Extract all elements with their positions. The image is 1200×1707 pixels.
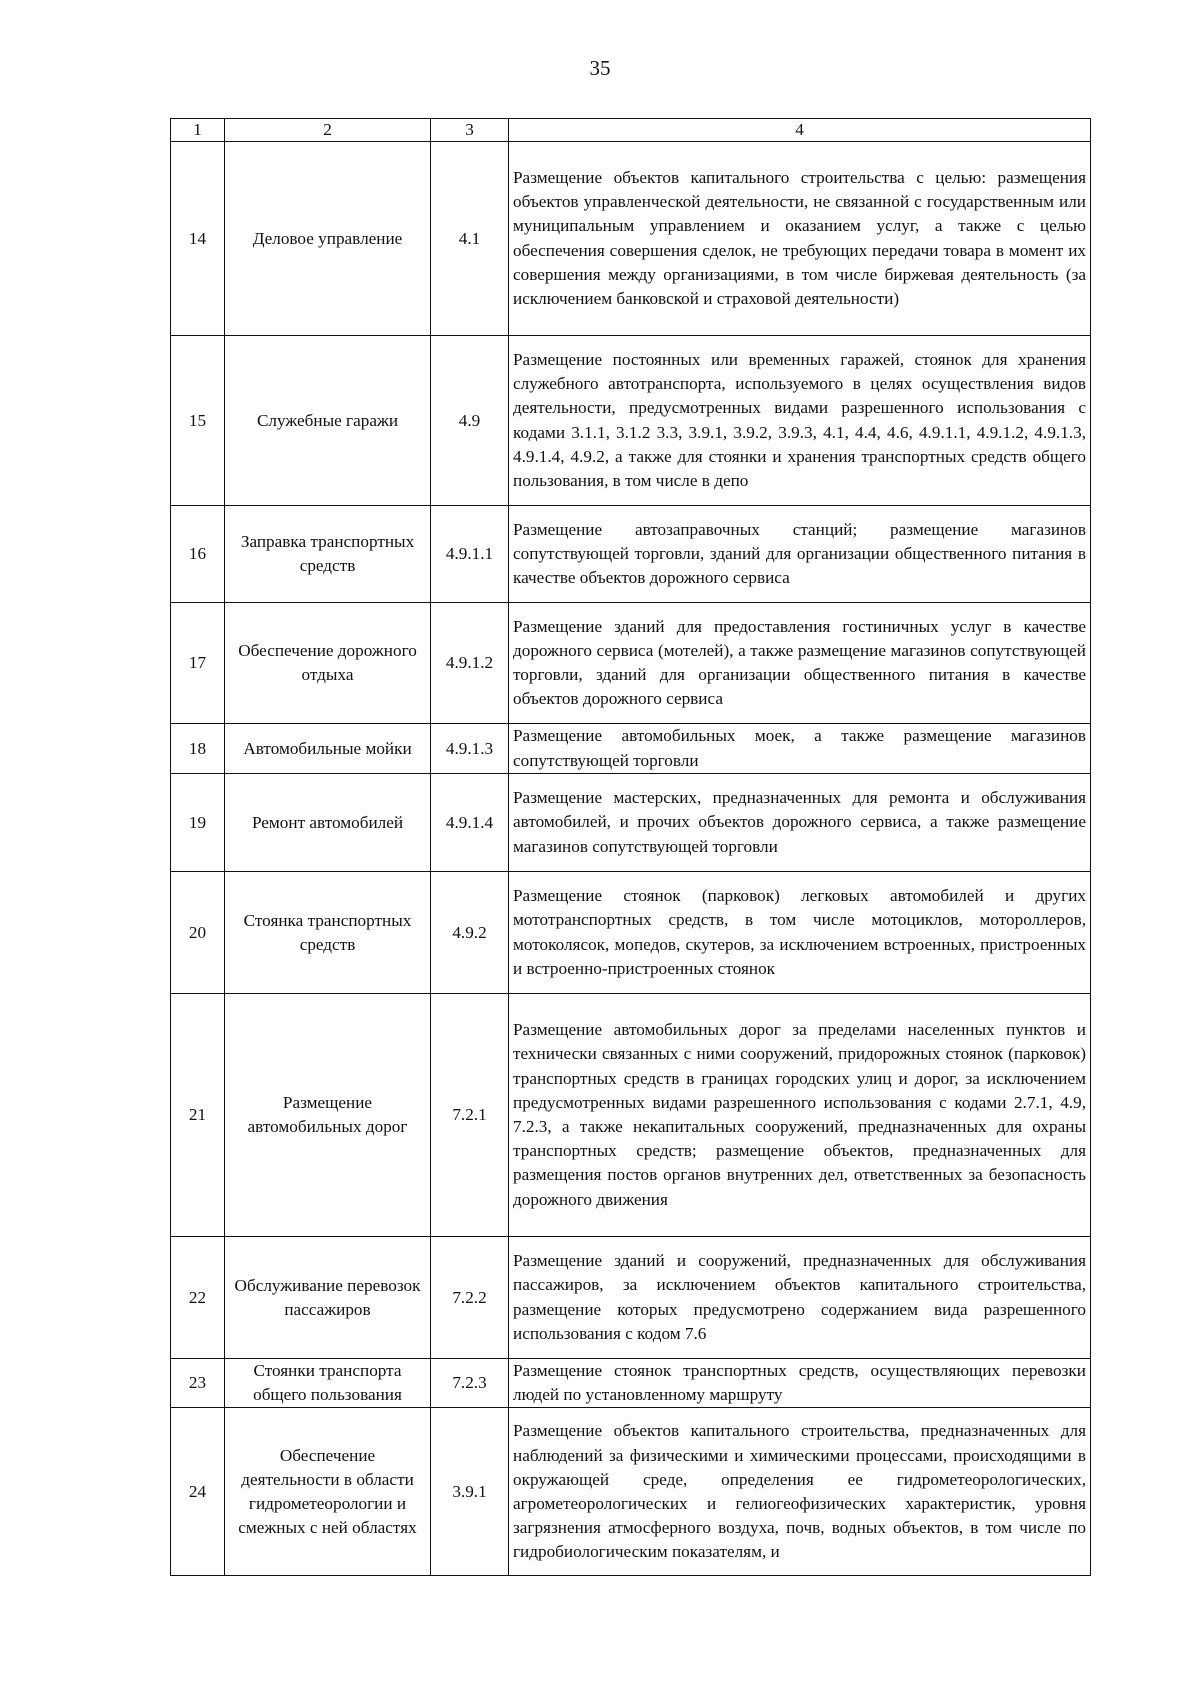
row-number: 19 (171, 774, 225, 872)
table-row (171, 872, 1091, 994)
page-number: 35 (589, 56, 611, 80)
use-type-description: Размещение автомобильных дорог за пределами населенных пунктов и технически связанных с ними сооружений, придорожных стоянок (парковок) транспортных средств в границах городских улиц и дорог, за исключением предусмотренных видами разрешенного использования с кодами 2.7.1, 4.9, 7.2.3, а также некапитальных сооружений, предназначенных для охраны транспортных средств; размещение объектов, предназначенных для размещения постов органов внутренних дел, ответственных за безопасность дорожного движения (509, 994, 1091, 1237)
use-type-description: Размещение объектов капитального строительства с целью: размещения объектов управленческой деятельности, не связанной с государственным или муниципальным управлением и оказанием услуг, а также с целью обеспечения совершения сделок, не требующих передачи товара в момент их совершения между организациями, в том числе биржевая деятельность (за исключением банковской и страховой деятельности) (509, 142, 1091, 336)
row-number: 15 (171, 336, 225, 506)
row-number: 24 (171, 1408, 225, 1576)
table-row (171, 603, 1091, 724)
table-row (171, 994, 1091, 1237)
row-number: 22 (171, 1237, 225, 1359)
table-row (171, 774, 1091, 872)
table-row (171, 142, 1091, 336)
use-type-description: Размещение автозаправочных станций; размещение магазинов сопутствующей торговли, зданий для организации общественного питания в качестве объектов дорожного сервиса (509, 506, 1091, 603)
column-header-1: 1 (171, 119, 225, 142)
table-header-row (171, 119, 1091, 142)
use-type-name: Служебные гаражи (225, 336, 431, 506)
row-number: 18 (171, 724, 225, 774)
use-type-code: 4.9 (431, 336, 509, 506)
use-type-code: 4.9.1.4 (431, 774, 509, 872)
use-type-code: 3.9.1 (431, 1408, 509, 1576)
use-type-code: 7.2.3 (431, 1359, 509, 1408)
use-type-description: Размещение стоянок транспортных средств, осуществляющих перевозки людей по установленному маршруту (509, 1359, 1091, 1408)
row-number: 23 (171, 1359, 225, 1408)
use-type-code: 7.2.1 (431, 994, 509, 1237)
row-number: 20 (171, 872, 225, 994)
land-use-table (170, 118, 1091, 1576)
use-type-description: Размещение постоянных или временных гаражей, стоянок для хранения служебного автотранспорта, используемого в целях осуществления видов деятельности, предусмотренных видами разрешенного использования с кодами 3.1.1, 3.1.2 3.3, 3.9.1, 3.9.2, 3.9.3, 4.1, 4.4, 4.6, 4.9.1.1, 4.9.1.2, 4.9.1.3, 4.9.1.4, 4.9.2, а также для стоянки и хранения транспортных средств общего пользования, в том числе в депо (509, 336, 1091, 506)
use-type-name: Обслуживание перевозок пассажиров (225, 1237, 431, 1359)
column-header-2: 2 (225, 119, 431, 142)
table-row (171, 724, 1091, 774)
use-type-code: 4.9.1.2 (431, 603, 509, 724)
table-row (171, 1408, 1091, 1576)
use-type-description: Размещение мастерских, предназначенных для ремонта и обслуживания автомобилей, и прочих объектов дорожного сервиса, а также размещение магазинов сопутствующей торговли (509, 774, 1091, 872)
row-number: 14 (171, 142, 225, 336)
row-number: 21 (171, 994, 225, 1237)
use-type-code: 4.9.2 (431, 872, 509, 994)
use-type-description: Размещение стоянок (парковок) легковых автомобилей и других мототранспортных средств, в том числе мотоциклов, мотороллеров, мотоколясок, мопедов, скутеров, за исключением встроенных, пристроенных и встроенно-пристроенных стоянок (509, 872, 1091, 994)
table-row (171, 336, 1091, 506)
use-type-name: Обеспечение дорожного отдыха (225, 603, 431, 724)
use-type-description: Размещение автомобильных моек, а также размещение магазинов сопутствующей торговли (509, 724, 1091, 774)
use-type-code: 4.9.1.1 (431, 506, 509, 603)
column-header-3: 3 (431, 119, 509, 142)
use-type-name: Размещение автомобильных дорог (225, 994, 431, 1237)
use-type-name: Стоянки транспорта общего пользования (225, 1359, 431, 1408)
row-number: 16 (171, 506, 225, 603)
row-number: 17 (171, 603, 225, 724)
table-row (171, 1359, 1091, 1408)
use-type-name: Ремонт автомобилей (225, 774, 431, 872)
use-type-name: Автомобильные мойки (225, 724, 431, 774)
use-type-code: 7.2.2 (431, 1237, 509, 1359)
table-row (171, 506, 1091, 603)
table-row (171, 1237, 1091, 1359)
use-type-description: Размещение объектов капитального строительства, предназначенных для наблюдений за физическими и химическими процессами, происходящими в окружающей среде, определения ее гидрометеорологических, агрометеорологических и гелиогеофизических характеристик, уровня загрязнения атмосферного воздуха, почв, водных объектов, в том числе по гидробиологическим показателям, и (509, 1408, 1091, 1576)
use-type-name: Деловое управление (225, 142, 431, 336)
use-type-code: 4.1 (431, 142, 509, 336)
use-type-name: Стоянка транспортных средств (225, 872, 431, 994)
column-header-4: 4 (509, 119, 1091, 142)
use-type-name: Заправка транспортных средств (225, 506, 431, 603)
use-type-name: Обеспечение деятельности в области гидрометеорологии и смежных с ней областях (225, 1408, 431, 1576)
use-type-description: Размещение зданий и сооружений, предназначенных для обслуживания пассажиров, за исключением объектов капитального строительства, размещение которых предусмотрено содержанием вида разрешенного использования с кодом 7.6 (509, 1237, 1091, 1359)
use-type-description: Размещение зданий для предоставления гостиничных услуг в качестве дорожного сервиса (мотелей), а также размещение магазинов сопутствующей торговли, зданий для организации общественного питания в качестве объектов дорожного сервиса (509, 603, 1091, 724)
use-type-code: 4.9.1.3 (431, 724, 509, 774)
